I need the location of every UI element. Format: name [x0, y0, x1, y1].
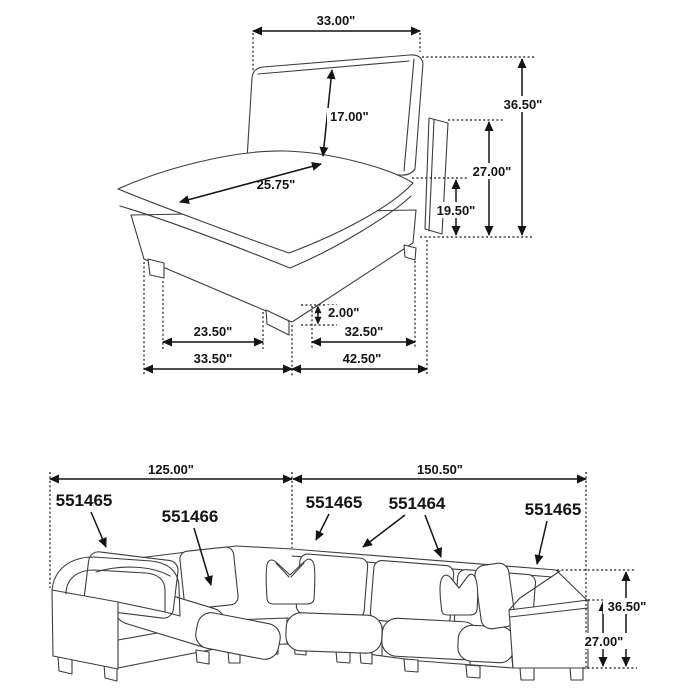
sku-label-left-arm: 551465	[55, 491, 113, 510]
sofa-leg	[196, 650, 209, 664]
sectional-arm-height-label: 27.00"	[584, 634, 624, 649]
corner-m-pillow	[266, 559, 315, 604]
left-arm-front-face	[52, 590, 118, 669]
sectional-diagram	[50, 462, 650, 681]
sku-callout-arrow	[537, 521, 547, 564]
sofa-leg	[570, 668, 583, 680]
sku-label-left-armless: 551466	[161, 507, 219, 526]
chair-overall-height-label: 36.50"	[503, 97, 543, 112]
chair-base-depth-label: 32.50"	[344, 324, 384, 339]
chair-seat-height-label: 19.50"	[436, 203, 476, 218]
sofa-leg	[404, 659, 418, 672]
seat-cushion	[457, 625, 515, 664]
sectional-left-width-label: 125.00"	[148, 462, 194, 477]
sectional-overall-height-label: 36.50"	[607, 599, 647, 614]
right-arm-front-face	[509, 600, 588, 668]
chair-overall-depth-label: 42.50"	[342, 351, 382, 366]
chair-leg-left	[148, 259, 164, 278]
sku-label-right-arm: 551465	[524, 500, 582, 519]
sku-callout-arrows	[91, 512, 106, 547]
chair-seat-depth-label: 25.75"	[256, 177, 296, 192]
chair-back-cushion-height-label: 17.00"	[330, 109, 369, 124]
sku-callout-arrow	[316, 514, 329, 540]
chair-back-height-label: 27.00"	[472, 164, 512, 179]
sku-callout-arrow	[363, 515, 405, 547]
sectional-right-width-label: 150.50"	[417, 462, 463, 477]
sku-label-middle-armless: 551464	[388, 494, 446, 513]
chair-diagram	[118, 13, 545, 376]
chair-back-width-label: 33.00"	[316, 13, 356, 28]
chair-front-width-label: 33.50"	[193, 351, 233, 366]
chair-leg-spacing-label: 23.50"	[193, 324, 233, 339]
sku-label-corner: 551465	[305, 493, 363, 512]
chair-leg-height-label: 2.00"	[328, 305, 360, 320]
seat-cushion	[285, 612, 382, 653]
sofa-leg	[520, 668, 534, 680]
chair-leg-right	[404, 245, 416, 260]
sofa-leg	[360, 652, 372, 664]
sku-callout-arrow	[425, 515, 441, 557]
sofa-leg	[466, 665, 480, 678]
